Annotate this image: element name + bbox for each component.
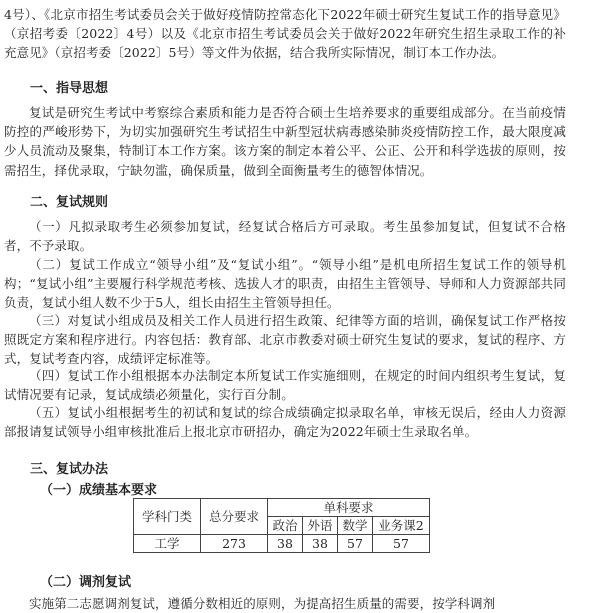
section-heading-guiding-principle: 一、指导思想 (30, 81, 109, 96)
cell-major2: 57 (373, 535, 430, 553)
score-requirements-table (133, 498, 430, 553)
cell-politics: 38 (268, 535, 303, 553)
cell-foreign-language: 38 (303, 535, 338, 553)
table-header-major2: 业务课2 (373, 517, 430, 535)
guiding-principle-paragraph: 复试是研究生考试中考察综合素质和能力是否符合硕士生培养要求的重要组成部分。在当前疫情防控的严峻形势下，为切实加强研究生考试招生中新型冠状病毒感染肺炎疫情防控工作，最大限度减少人员流动及聚集，特制订本工作方案。该方案的制定本着公平、公正、公开和科学选拔的原则，按需招生，择优录取，宁缺勿滥，确保质量，做到全面衡量考生的德智体情况。 (4, 105, 566, 178)
cell-total: 273 (201, 535, 268, 553)
table-header-politics: 政治 (268, 517, 303, 535)
table-header-foreign-language: 外语 (303, 517, 338, 535)
table-header-total: 总分要求 (201, 499, 268, 535)
intro-paragraph: 4号）、《北京市招生考试委员会关于做好疫情防控常态化下2022年硕士研究生复试工作的指导意见》（京招考委〔2022〕4号）以及《北京市招生考试委员会关于做好2022年研究生招生录取工作的补充意见》（京招考委〔2022〕5号）等文件为依据，结合我所实际情况，制订本工作办法。 (4, 7, 566, 61)
section-heading-retest-rules: 二、复试规则 (30, 195, 109, 210)
section-heading-retest-method: 三、复试办法 (30, 462, 109, 477)
rule-item: （五）复试小组根据考生的初试和复试的综合成绩确定拟录取名单，审核无误后，经由人力资源部报请复试领导小组审核批准后上报北京市研招办，确定为2022年硕士生录取名单。 (4, 405, 566, 440)
rule-item: （一）凡拟录取考生必须参加复试，经复试合格后方可录取。考生虽参加复试，但复试不合格者，不予录取。 (4, 219, 566, 254)
subheading-score-requirements: （一）成绩基本要求 (40, 483, 158, 498)
cell-subject: 工学 (134, 535, 201, 553)
rule-item: （三）对复试小组成员及相关工作人员进行招生政策、纪律等方面的培训，确保复试工作严格按照既定方案和程序进行。内容包括：教育部、北京市教委对硕士研究生复试的要求，复试的程序、方式，复试考查内容，成绩评定标准等。 (4, 313, 566, 367)
subheading-adjustment-retest: （二）调剂复试 (40, 575, 132, 590)
adjustment-paragraph-cut: 实施第二志愿调剂复试，遵循分数相近的原则，为提高招生质量的需要，按学科调剂 (29, 596, 496, 611)
table-row (134, 535, 430, 553)
cell-math: 57 (338, 535, 373, 553)
table-header-single: 单科要求 (268, 499, 430, 517)
rule-item: （二）复试工作成立“领导小组”及“复试小组”。“领导小组”是机电所招生复试工作的领导机构；“复试小组”主要履行科学规范考核、选拔人才的职责，由招生主管领导、导师和人力资源部共同负责，复试小组人数不少于5人，组长由招生主管领导担任。 (4, 257, 566, 311)
rule-item: （四）复试工作小组根据本办法制定本所复试工作实施细则，在规定的时间内组织考生复试，复试情况要有记录，复试成绩必须量化，实行百分制。 (4, 368, 566, 403)
table-header-math: 数学 (338, 517, 373, 535)
table-header-subject: 学科门类 (134, 499, 201, 535)
